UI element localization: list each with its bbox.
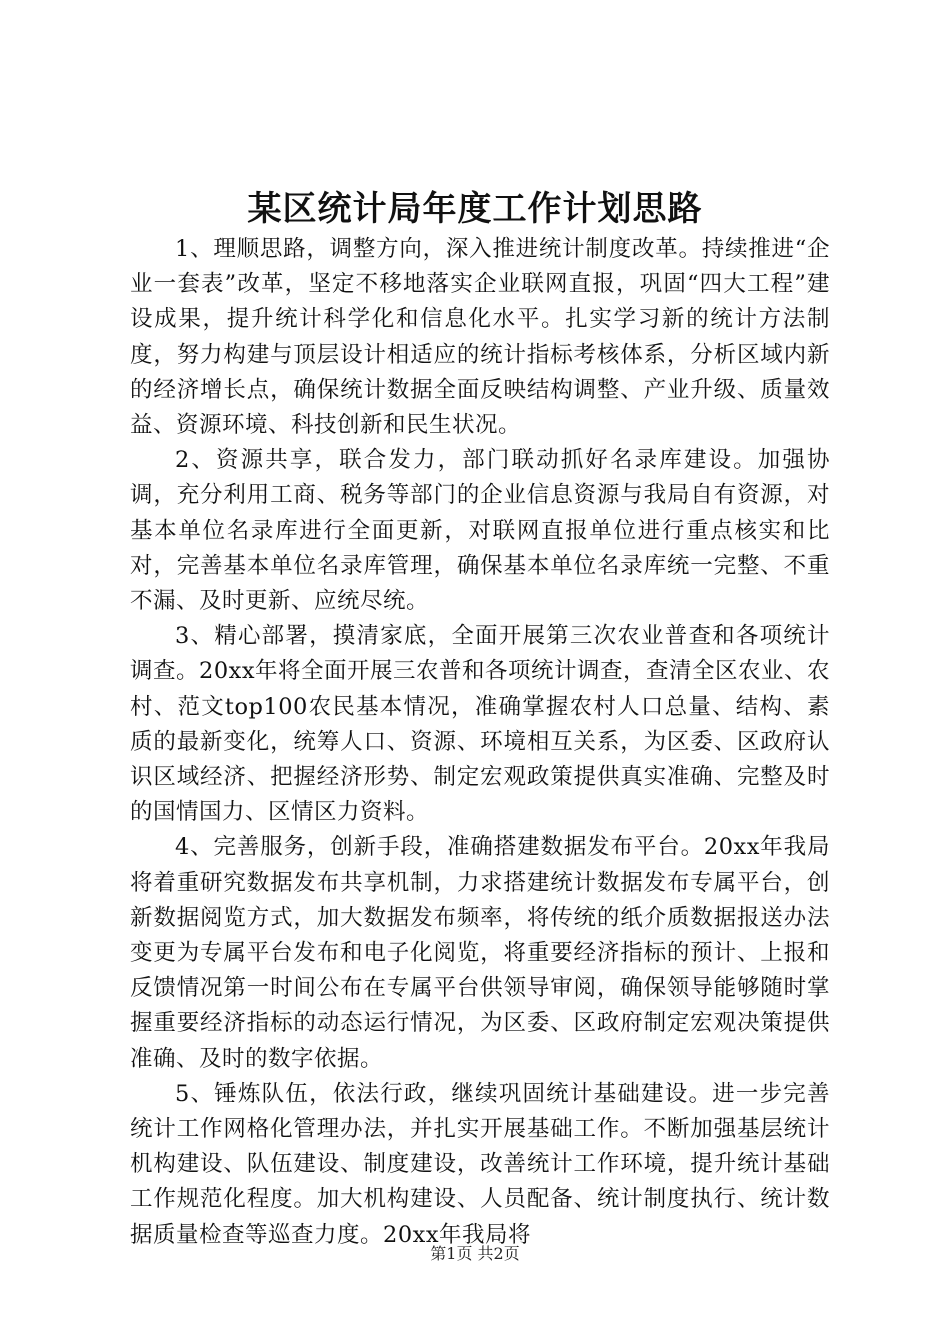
paragraph-4: 4、完善服务，创新手段，准确搭建数据发布平台。20xx年我局将着重研究数据发布共享机制，力求搭建统计数据发布专属平台，创新数据阅览方式，加大数据发布频率，将传统的纸介质数据报送办法变更为专属平台发布和电子化阅览，将重要经济指标的预计、上报和反馈情况第一时间公布在专属平台供领导审阅，确保领导能够随时掌握重要经济指标的动态运行情况，为区委、区政府制定宏观决策提供准确、及时的数字依据。	[130, 834, 830, 1072]
paragraph-5: 5、锤炼队伍，依法行政，继续巩固统计基础建设。进一步完善统计工作网格化管理办法，并扎实开展基础工作。不断加强基层统计机构建设、队伍建设、制度建设，改善统计工作环境，提升统计基础工作规范化程度。加大机构建设、人员配备、统计制度执行、统计数据质量检查等巡查力度。20xx年我局将	[130, 1080, 830, 1248]
document-title: 某区统计局年度工作计划思路	[247, 189, 703, 229]
page-number-footer: 第1页 共2页	[430, 1244, 520, 1263]
paragraph-3: 3、精心部署，摸清家底，全面开展第三次农业普查和各项统计调查。20xx年将全面开展三农普和各项统计调查，查清全区农业、农村、范文top100农民基本情况，准确掌握农村人口总量、结构、素质的最新变化，统筹人口、资源、环境相互关系，为区委、区政府认识区域经济、把握经济形势、制定宏观政策提供真实准确、完整及时的国情国力、区情区力资料。	[130, 623, 831, 826]
paragraph-2: 2、资源共享，联合发力，部门联动抓好名录库建设。加强协调，充分利用工商、税务等部门的企业信息资源与我局自有资源，对基本单位名录库进行全面更新，对联网直报单位进行重点核实和比对，完善基本单位名录库管理，确保基本单位名录库统一完整、不重不漏、及时更新、应统尽统。	[130, 447, 830, 615]
document-body	[130, 232, 830, 1253]
paragraph-1: 1、理顺思路，调整方向，深入推进统计制度改革。持续推进“企业一套表”改革，坚定不移地落实企业联网直报，巩固“四大工程”建设成果，提升统计科学化和信息化水平。扎实学习新的统计方法制度，努力构建与顶层设计相适应的统计指标考核体系，分析区域内新的经济增长点，确保统计数据全面反映结构调整、产业升级、质量效益、资源环境、科技创新和民生状况。	[130, 236, 830, 439]
